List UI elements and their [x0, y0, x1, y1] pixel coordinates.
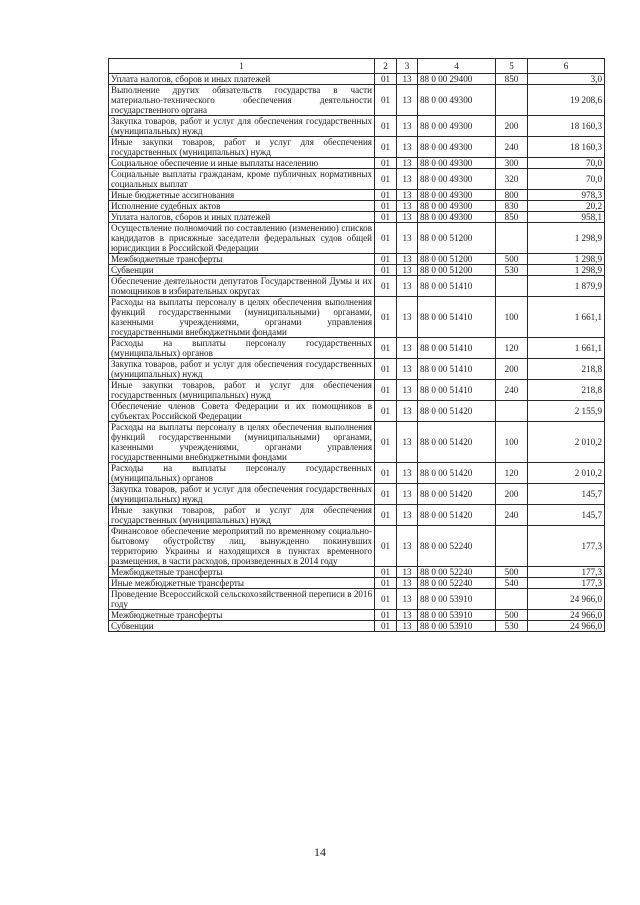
section-code: 01	[375, 116, 397, 137]
expense-type-code: 830	[496, 201, 528, 212]
amount-value: 218,8	[528, 359, 605, 380]
section-code: 01	[375, 567, 397, 578]
expense-type-code: 240	[496, 380, 528, 401]
table-row	[109, 567, 605, 578]
expense-type-code: 500	[496, 567, 528, 578]
expense-type-code: 200	[496, 116, 528, 137]
table-row	[109, 85, 605, 116]
section-code: 01	[375, 359, 397, 380]
column-header: 2	[375, 59, 397, 74]
expense-item-name: Выполнение других обязательств государства в части материально-технического обеспечения деятельности государственного органа	[109, 85, 375, 116]
subsection-code: 13	[397, 422, 418, 463]
table-row	[109, 297, 605, 338]
expense-type-code: 200	[496, 484, 528, 505]
target-article-code: 88 0 00 51420	[418, 484, 496, 505]
expense-item-name: Социальное обеспечение и иные выплаты населению	[109, 158, 375, 169]
subsection-code: 13	[397, 505, 418, 526]
amount-value: 70,0	[528, 169, 605, 190]
target-article-code: 88 0 00 51410	[418, 380, 496, 401]
target-article-code: 88 0 00 52240	[418, 578, 496, 589]
expense-item-name: Уплата налогов, сборов и иных платежей	[109, 74, 375, 85]
amount-value: 177,3	[528, 567, 605, 578]
section-code: 01	[375, 254, 397, 265]
target-article-code: 88 0 00 51200	[418, 223, 496, 254]
subsection-code: 13	[397, 169, 418, 190]
expense-item-name: Иные межбюджетные трансферты	[109, 578, 375, 589]
expense-type-code	[496, 401, 528, 422]
amount-value: 218,8	[528, 380, 605, 401]
subsection-code: 13	[397, 621, 418, 632]
expense-type-code: 540	[496, 578, 528, 589]
target-article-code: 88 0 00 51200	[418, 254, 496, 265]
target-article-code: 88 0 00 51420	[418, 401, 496, 422]
table-row	[109, 276, 605, 297]
expense-type-code: 800	[496, 190, 528, 201]
target-article-code: 88 0 00 51420	[418, 463, 496, 484]
expense-type-code: 850	[496, 212, 528, 223]
table-row	[109, 589, 605, 610]
section-code: 01	[375, 201, 397, 212]
subsection-code: 13	[397, 589, 418, 610]
subsection-code: 13	[397, 610, 418, 621]
target-article-code: 88 0 00 51410	[418, 359, 496, 380]
section-code: 01	[375, 610, 397, 621]
section-code: 01	[375, 589, 397, 610]
expense-type-code: 200	[496, 359, 528, 380]
expense-type-code: 240	[496, 505, 528, 526]
section-code: 01	[375, 137, 397, 158]
expense-type-code: 320	[496, 169, 528, 190]
amount-value: 1 879,9	[528, 276, 605, 297]
amount-value: 145,7	[528, 505, 605, 526]
table-row	[109, 526, 605, 567]
table-row	[109, 158, 605, 169]
section-code: 01	[375, 338, 397, 359]
table-row	[109, 401, 605, 422]
section-code: 01	[375, 223, 397, 254]
subsection-code: 13	[397, 401, 418, 422]
expense-type-code: 530	[496, 621, 528, 632]
expense-item-name: Закупка товаров, работ и услуг для обеспечения государственных (муниципальных) нужд	[109, 359, 375, 380]
expense-item-name: Социальные выплаты гражданам, кроме публичных нормативных социальных выплат	[109, 169, 375, 190]
amount-value: 20,2	[528, 201, 605, 212]
amount-value: 1 661,1	[528, 338, 605, 359]
expense-item-name: Межбюджетные трансферты	[109, 610, 375, 621]
subsection-code: 13	[397, 463, 418, 484]
expense-item-name: Иные закупки товаров, работ и услуг для обеспечения государственных (муниципальных) нужд	[109, 505, 375, 526]
expense-item-name: Иные закупки товаров, работ и услуг для обеспечения государственных (муниципальных) нужд	[109, 137, 375, 158]
expense-item-name: Расходы на выплаты персоналу государственных (муниципальных) органов	[109, 463, 375, 484]
section-code: 01	[375, 526, 397, 567]
target-article-code: 88 0 00 49300	[418, 212, 496, 223]
target-article-code: 88 0 00 51420	[418, 505, 496, 526]
expense-item-name: Уплата налогов, сборов и иных платежей	[109, 212, 375, 223]
table-row	[109, 505, 605, 526]
expense-item-name: Иные закупки товаров, работ и услуг для обеспечения государственных (муниципальных) нужд	[109, 380, 375, 401]
expense-type-code: 100	[496, 422, 528, 463]
subsection-code: 13	[397, 116, 418, 137]
section-code: 01	[375, 380, 397, 401]
amount-value: 18 160,3	[528, 137, 605, 158]
expense-type-code: 500	[496, 610, 528, 621]
section-code: 01	[375, 422, 397, 463]
subsection-code: 13	[397, 85, 418, 116]
expense-type-code	[496, 276, 528, 297]
expense-item-name: Расходы на выплаты персоналу в целях обеспечения выполнения функций государственными (муниципальными) органами, казенными учреждениями, органами управления государственными внебюджетными фондами	[109, 422, 375, 463]
amount-value: 177,3	[528, 578, 605, 589]
subsection-code: 13	[397, 137, 418, 158]
expense-item-name: Закупка товаров, работ и услуг для обеспечения государственных (муниципальных) нужд	[109, 116, 375, 137]
table-row	[109, 74, 605, 85]
table-header-row	[109, 59, 605, 74]
table-row	[109, 265, 605, 276]
table-row	[109, 484, 605, 505]
amount-value: 978,3	[528, 190, 605, 201]
expense-item-name: Межбюджетные трансферты	[109, 254, 375, 265]
expense-item-name: Исполнение судебных актов	[109, 201, 375, 212]
column-header: 1	[109, 59, 375, 74]
column-header: 4	[418, 59, 496, 74]
section-code: 01	[375, 297, 397, 338]
amount-value: 19 208,6	[528, 85, 605, 116]
target-article-code: 88 0 00 51420	[418, 422, 496, 463]
amount-value: 70,0	[528, 158, 605, 169]
section-code: 01	[375, 463, 397, 484]
subsection-code: 13	[397, 201, 418, 212]
target-article-code: 88 0 00 52240	[418, 526, 496, 567]
section-code: 01	[375, 74, 397, 85]
section-code: 01	[375, 190, 397, 201]
target-article-code: 88 0 00 49300	[418, 158, 496, 169]
amount-value: 2 155,9	[528, 401, 605, 422]
table-row	[109, 338, 605, 359]
expense-item-name: Обеспечение членов Совета Федерации и их помощников в субъектах Российской Федерации	[109, 401, 375, 422]
expense-item-name: Расходы на выплаты персоналу государственных (муниципальных) органов	[109, 338, 375, 359]
amount-value: 1 298,9	[528, 254, 605, 265]
target-article-code: 88 0 00 51200	[418, 265, 496, 276]
subsection-code: 13	[397, 380, 418, 401]
target-article-code: 88 0 00 49300	[418, 85, 496, 116]
table-row	[109, 190, 605, 201]
subsection-code: 13	[397, 212, 418, 223]
section-code: 01	[375, 401, 397, 422]
target-article-code: 88 0 00 51410	[418, 297, 496, 338]
table-row	[109, 223, 605, 254]
amount-value: 145,7	[528, 484, 605, 505]
table-row	[109, 116, 605, 137]
expense-type-code	[496, 526, 528, 567]
subsection-code: 13	[397, 276, 418, 297]
target-article-code: 88 0 00 53910	[418, 621, 496, 632]
section-code: 01	[375, 158, 397, 169]
column-header: 6	[528, 59, 605, 74]
section-code: 01	[375, 85, 397, 116]
expense-item-name: Проведение Всероссийской сельскохозяйственной переписи в 2016 году	[109, 589, 375, 610]
section-code: 01	[375, 265, 397, 276]
table-row	[109, 610, 605, 621]
section-code: 01	[375, 621, 397, 632]
expense-item-name: Финансовое обеспечение мероприятий по временному социально-бытовому обустройству лиц, вынужденно покинувших территорию Украины и находящихся в пунктах временного размещения, в части расходов, произведенных в 2014 году	[109, 526, 375, 567]
target-article-code: 88 0 00 49300	[418, 201, 496, 212]
expense-type-code: 120	[496, 338, 528, 359]
budget-table-body	[109, 59, 605, 632]
amount-value: 1 298,9	[528, 223, 605, 254]
table-row	[109, 380, 605, 401]
table-row	[109, 621, 605, 632]
section-code: 01	[375, 212, 397, 223]
table-row	[109, 578, 605, 589]
target-article-code: 88 0 00 49300	[418, 116, 496, 137]
subsection-code: 13	[397, 526, 418, 567]
subsection-code: 13	[397, 74, 418, 85]
expense-item-name: Обеспечение деятельности депутатов Государственной Думы и их помощников в избирательных округах	[109, 276, 375, 297]
expense-type-code: 500	[496, 254, 528, 265]
table-row	[109, 359, 605, 380]
amount-value: 958,1	[528, 212, 605, 223]
target-article-code: 88 0 00 29400	[418, 74, 496, 85]
amount-value: 24 966,0	[528, 610, 605, 621]
amount-value: 2 010,2	[528, 422, 605, 463]
amount-value: 2 010,2	[528, 463, 605, 484]
target-article-code: 88 0 00 53910	[418, 610, 496, 621]
expense-item-name: Осуществление полномочий по составлению (изменению) списков кандидатов в присяжные заседатели федеральных судов общей юрисдикции в Российской Федерации	[109, 223, 375, 254]
subsection-code: 13	[397, 578, 418, 589]
amount-value: 1 661,1	[528, 297, 605, 338]
table-row	[109, 169, 605, 190]
subsection-code: 13	[397, 190, 418, 201]
expense-type-code: 100	[496, 297, 528, 338]
table-row	[109, 137, 605, 158]
target-article-code: 88 0 00 49300	[418, 190, 496, 201]
target-article-code: 88 0 00 53910	[418, 589, 496, 610]
column-header: 5	[496, 59, 528, 74]
expense-type-code: 530	[496, 265, 528, 276]
subsection-code: 13	[397, 484, 418, 505]
section-code: 01	[375, 505, 397, 526]
expense-item-name: Субвенции	[109, 621, 375, 632]
subsection-code: 13	[397, 338, 418, 359]
section-code: 01	[375, 484, 397, 505]
amount-value: 18 160,3	[528, 116, 605, 137]
expense-item-name: Расходы на выплаты персоналу в целях обеспечения выполнения функций государственными (муниципальными) органами, казенными учреждениями, органами управления государственными внебюджетными фондами	[109, 297, 375, 338]
target-article-code: 88 0 00 52240	[418, 567, 496, 578]
section-code: 01	[375, 578, 397, 589]
expense-type-code: 300	[496, 158, 528, 169]
page-number: 14	[314, 845, 326, 859]
expense-type-code	[496, 223, 528, 254]
subsection-code: 13	[397, 158, 418, 169]
table-row	[109, 212, 605, 223]
amount-value: 3,0	[528, 74, 605, 85]
expense-type-code	[496, 85, 528, 116]
section-code: 01	[375, 169, 397, 190]
amount-value: 24 966,0	[528, 621, 605, 632]
target-article-code: 88 0 00 49300	[418, 169, 496, 190]
amount-value: 1 298,9	[528, 265, 605, 276]
subsection-code: 13	[397, 297, 418, 338]
table-row	[109, 463, 605, 484]
expense-item-name: Иные бюджетные ассигнования	[109, 190, 375, 201]
expense-item-name: Межбюджетные трансферты	[109, 567, 375, 578]
section-code: 01	[375, 276, 397, 297]
column-header: 3	[397, 59, 418, 74]
expense-type-code: 120	[496, 463, 528, 484]
amount-value: 24 966,0	[528, 589, 605, 610]
target-article-code: 88 0 00 49300	[418, 137, 496, 158]
subsection-code: 13	[397, 567, 418, 578]
expense-type-code: 850	[496, 74, 528, 85]
expense-item-name: Закупка товаров, работ и услуг для обеспечения государственных (муниципальных) нужд	[109, 484, 375, 505]
table-row	[109, 201, 605, 212]
target-article-code: 88 0 00 51410	[418, 276, 496, 297]
expense-type-code: 240	[496, 137, 528, 158]
expense-type-code	[496, 589, 528, 610]
subsection-code: 13	[397, 359, 418, 380]
subsection-code: 13	[397, 223, 418, 254]
subsection-code: 13	[397, 265, 418, 276]
amount-value: 177,3	[528, 526, 605, 567]
expense-item-name: Субвенции	[109, 265, 375, 276]
table-row	[109, 254, 605, 265]
target-article-code: 88 0 00 51410	[418, 338, 496, 359]
budget-table	[108, 58, 605, 632]
table-row	[109, 422, 605, 463]
subsection-code: 13	[397, 254, 418, 265]
